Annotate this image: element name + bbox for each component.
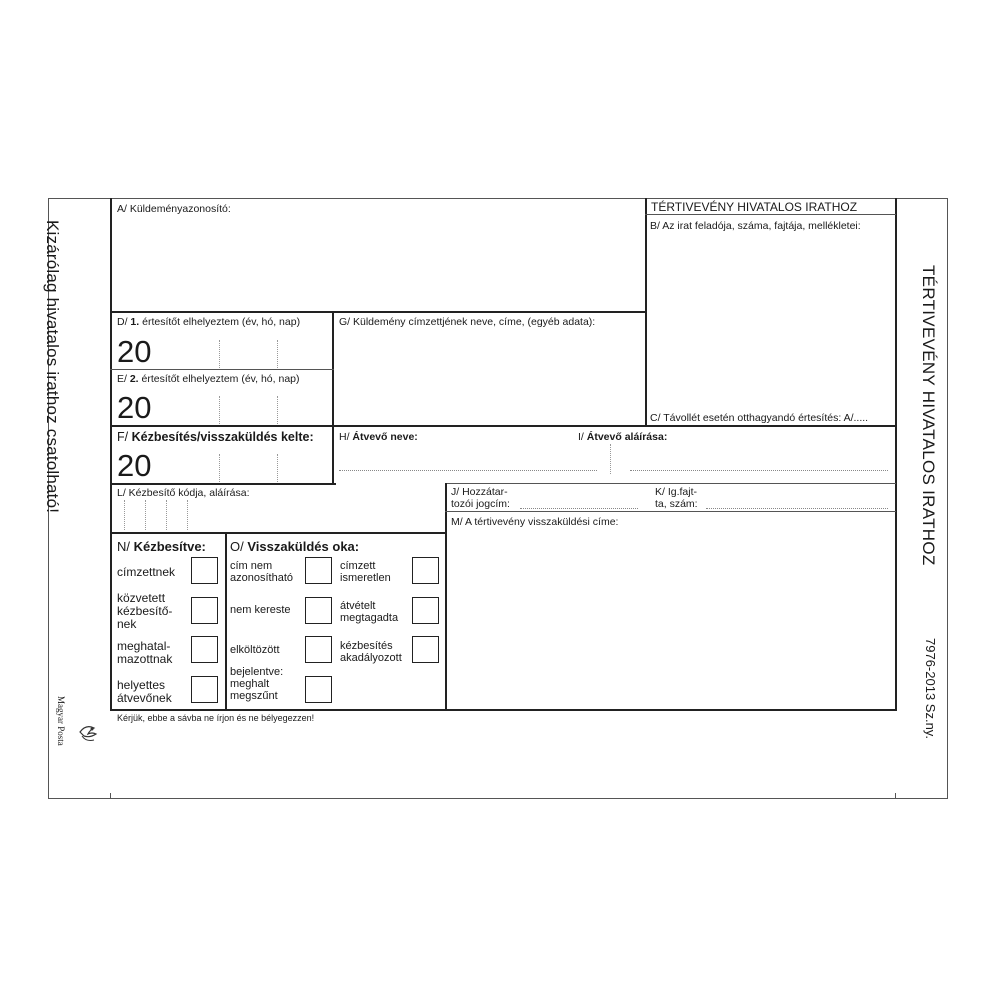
label-j: J/ Hozzátar- tozói jogcím: — [451, 486, 510, 510]
n-option-4: helyettes átvevőnek — [117, 678, 172, 705]
o-checkbox-right-3[interactable] — [412, 636, 439, 663]
e-year-prefix: 20 — [117, 390, 152, 425]
logo-text: Magyar Posta — [56, 696, 66, 746]
label-k: K/ Ig.fajt- ta, szám: — [655, 486, 698, 510]
header-title: TÉRTIVEVÉNY HIVATALOS IRATHOZ — [651, 200, 858, 214]
footer-note: Kérjük, ebbe a sávba ne írjon és ne bélyegezzen! — [117, 713, 315, 723]
o-option-left-1: cím nem azonosítható — [230, 560, 293, 584]
label-o: O/ Visszaküldés oka: — [230, 539, 360, 554]
form-code: 7976-2013 Sz.ny. — [923, 638, 938, 739]
label-m: M/ A tértivevény visszaküldési címe: — [451, 516, 619, 528]
label-l: L/ Kézbesítő kódja, aláírása: — [117, 487, 250, 499]
o-option-right-2: átvételt megtagadta — [340, 600, 399, 624]
label-a: A/ Küldeményazonosító: — [117, 203, 231, 215]
n-checkbox-3[interactable] — [191, 636, 218, 663]
label-f: F/ Kézbesítés/visszaküldés kelte: — [117, 430, 314, 444]
label-g: G/ Küldemény címzettjének neve, címe, (egyéb adata): — [339, 316, 596, 328]
o-option-left-4: bejelentve: meghalt megszűnt — [230, 666, 284, 702]
o-option-right-1: címzett ismeretlen — [340, 560, 391, 584]
left-margin-notice: Kizárólag hivatalos irathoz csatolható! — [43, 220, 62, 514]
label-b: B/ Az irat feladója, száma, fajtája, mellékletei: — [650, 220, 861, 232]
right-margin-title: TÉRTIVEVÉNY HIVATALOS IRATHOZ — [919, 265, 938, 566]
o-checkbox-right-1[interactable] — [412, 557, 439, 584]
n-option-1: címzettnek — [117, 565, 176, 579]
o-option-left-3: elköltözött — [230, 644, 280, 656]
n-checkbox-4[interactable] — [191, 676, 218, 703]
label-c: C/ Távollét esetén otthagyandó értesítés: A/..... — [650, 412, 869, 424]
label-d: D/ 1. értesítőt elhelyeztem (év, hó, nap) — [117, 316, 301, 328]
o-checkbox-left-3[interactable] — [305, 636, 332, 663]
n-checkbox-2[interactable] — [191, 597, 218, 624]
n-option-3: meghatal-mazottnak — [117, 639, 173, 666]
label-h: H/ Átvevő neve: — [339, 431, 418, 443]
d-year-prefix: 20 — [117, 334, 152, 369]
label-i: I/ Átvevő aláírása: — [578, 431, 668, 443]
label-n: N/ Kézbesítve: — [117, 539, 206, 554]
o-checkbox-left-1[interactable] — [305, 557, 332, 584]
o-option-left-2: nem kereste — [230, 604, 291, 616]
magyar-posta-logo — [56, 692, 102, 772]
n-checkbox-1[interactable] — [191, 557, 218, 584]
o-checkbox-left-2[interactable] — [305, 597, 332, 624]
o-option-right-3: kézbesítés akadályozott — [340, 640, 402, 664]
o-checkbox-right-2[interactable] — [412, 597, 439, 624]
f-year-prefix: 20 — [117, 448, 152, 483]
o-checkbox-left-4[interactable] — [305, 676, 332, 703]
label-e: E/ 2. értesítőt elhelyeztem (év, hó, nap) — [117, 373, 300, 385]
n-option-2: közvetett kézbesítő-nek — [117, 591, 173, 631]
